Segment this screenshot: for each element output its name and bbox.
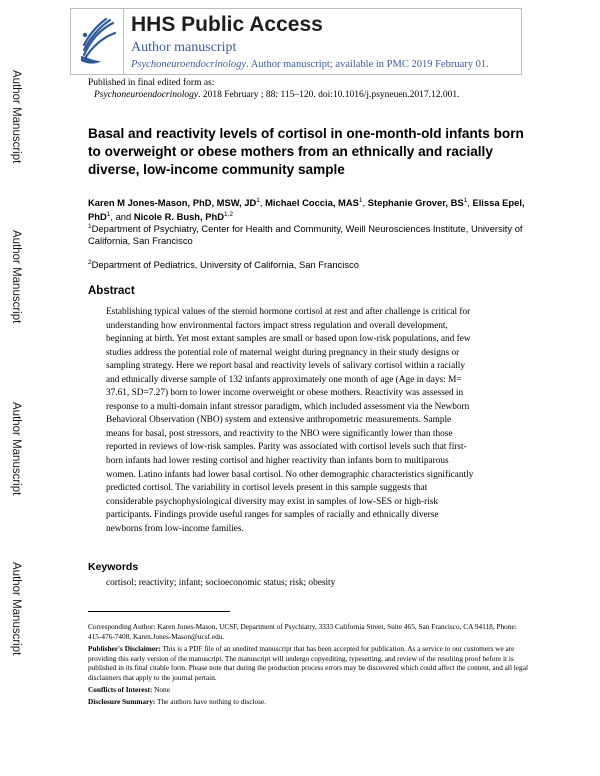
abstract-body xyxy=(106,306,524,536)
affiliation-sup: 1 xyxy=(88,222,92,230)
citation-journal: Psychoneuroendocrinology xyxy=(94,90,199,100)
disclaimer-label: Publisher's Disclaimer: xyxy=(88,644,161,653)
abstract-line: 37.61, SD=7.27) born to lower income overweight or obese mothers. Reactivity was assessed in xyxy=(106,388,464,399)
abstract-heading: Abstract xyxy=(88,285,135,297)
author-affiliation-sup: 1,2 xyxy=(223,210,234,218)
author-affiliation-sup: 1 xyxy=(106,210,111,218)
abstract-line: means for basal, post stressors, and reactivity to the NBO were significantly lower than those xyxy=(106,428,453,439)
author-name: Nicole R. Bush, PhD xyxy=(133,211,224,222)
author-separator: , xyxy=(467,197,473,208)
abstract-line: sampling strategy. Here we report basal and reactivity levels of salivary cortisol within a racially xyxy=(106,361,466,372)
author-name: Michael Coccia, MAS xyxy=(265,197,359,208)
abstract-line: women. Latino infants had lower basal cortisol. No other demographic characteristics significantly xyxy=(106,469,474,480)
conflicts-of-interest xyxy=(88,685,528,695)
abstract-line: newborns from low-income families. xyxy=(106,523,244,534)
side-label-author-manuscript: Author Manuscript xyxy=(10,402,22,496)
abstract-line: Behavioral Observation (NBO) system and extensive anthropometric measurements. Sample xyxy=(106,415,452,426)
availability-text: . Author manuscript; available in PMC 2019 February 01. xyxy=(246,59,489,70)
affiliation-text: Department of Psychiatry, Center for Health and Community, Weill Neurosciences Institute, University of California, San Francisco xyxy=(88,223,523,246)
abstract-line: considerable psychophysiological diversity may exist in samples of low-SES or high-risk xyxy=(106,496,439,507)
author-name: Karen M Jones-Mason, PhD, MSW, JD xyxy=(88,197,257,208)
abstract-line: participants. Findings provide useful ranges for samples of racially and ethnically diverse xyxy=(106,510,439,521)
hhs-header xyxy=(70,8,522,75)
author-list xyxy=(88,196,528,224)
disclosure-summary xyxy=(88,697,528,707)
author-name: Stephanie Grover, BS xyxy=(367,197,464,208)
side-label-author-manuscript: Author Manuscript xyxy=(10,562,22,656)
hhs-eagle-logo-icon xyxy=(71,9,124,74)
journal-name: Psychoneuroendocrinology xyxy=(131,59,247,70)
affiliation-sup: 2 xyxy=(88,258,92,266)
abstract-line: studies address the potential role of maternal weight during pregnancy in their study designs or xyxy=(106,347,460,358)
affiliation-text: Department of Pediatrics, University of California, San Francisco xyxy=(91,259,359,270)
author-affiliation-sup: 1 xyxy=(463,196,468,204)
author-separator: , xyxy=(259,197,266,208)
disclosure-text: The authors have nothing to disclose. xyxy=(155,697,267,706)
corresponding-author-note: Corresponding Author: Karen Jones-Mason, UCSF, Department of Psychiatry, 3333 California Street, Suite 465, San Francisco, CA 94118, Phone: 415-476-7408, Karen.Jones-Mason@ucsf.edu. xyxy=(88,622,517,641)
abstract-line: understanding how environmental factors impact stress regulation and overall development, xyxy=(106,320,448,331)
coi-label: Conflicts of Interest: xyxy=(88,685,153,694)
author-affiliation-sup: 1 xyxy=(256,196,260,204)
published-as-label: Published in final edited form as: xyxy=(88,78,215,88)
coi-text: None xyxy=(152,685,170,694)
abstract-line: reported in reviews of low-risk samples. Parity was associated with cortisol levels such that first- xyxy=(106,442,467,453)
article-title: Basal and reactivity levels of cortisol in one-month-old infants born to overweight or obese mothers from an ethnically and racially diverse, low-income community sample xyxy=(88,126,524,177)
keywords-heading: Keywords xyxy=(88,561,139,573)
author-separator: , xyxy=(362,197,368,208)
citation-details: . 2018 February ; 88: 115–120. doi:10.1016/j.psyneuen.2017.12.001. xyxy=(198,90,460,100)
affiliation xyxy=(88,259,528,271)
abstract-line: beginning at birth. Yet most extant samples are small or based upon low-risk populations, and few xyxy=(106,334,471,345)
abstract-line: response to a multi-domain infant stressor paradigm, which included assessment via the Newborn xyxy=(106,401,470,412)
author-and: and xyxy=(115,211,132,222)
footnote-divider xyxy=(88,611,230,612)
author-affiliation-sup: 1 xyxy=(358,196,363,204)
abstract-line: and ethnically diverse sample of 132 infants approximately one month of age (Age in days: M= xyxy=(106,374,462,385)
hhs-title: HHS Public Access xyxy=(131,13,323,36)
affiliation xyxy=(88,223,528,247)
author-separator: , xyxy=(110,211,116,222)
author-name: Elissa Epel, PhD xyxy=(88,197,525,222)
availability-line xyxy=(131,58,489,71)
disclosure-label: Disclosure Summary: xyxy=(88,697,156,706)
abstract-line: Establishing typical values of the steroid hormone cortisol at rest and after challenge is critical for xyxy=(106,307,471,317)
citation-line xyxy=(94,89,460,101)
abstract-line: predicted cortisol. The variability in cortisol levels present in this sample suggests that xyxy=(106,483,428,494)
side-label-author-manuscript: Author Manuscript xyxy=(10,230,22,324)
author-manuscript-subtitle: Author manuscript xyxy=(131,40,237,55)
keywords-list: cortisol; reactivity; infant; socioeconomic status; risk; obesity xyxy=(106,578,336,588)
publisher-disclaimer xyxy=(88,644,528,683)
side-label-author-manuscript: Author Manuscript xyxy=(10,70,22,164)
disclaimer-text: This is a PDF file of an unedited manuscript that has been accepted for publication. As a service to our customers we are providing this early version of the manuscript. The manuscript will undergo copyediting, typesetting, and review of the resulting proof before it is published in its final citable form. Please note that during the production process errors may be discovered which could affect the content, and all legal disclaimers that apply to the journal pertain. xyxy=(88,644,528,683)
abstract-line: born infants had lower resting cortisol and higher reactivity than infants born to multiparous xyxy=(106,456,449,467)
